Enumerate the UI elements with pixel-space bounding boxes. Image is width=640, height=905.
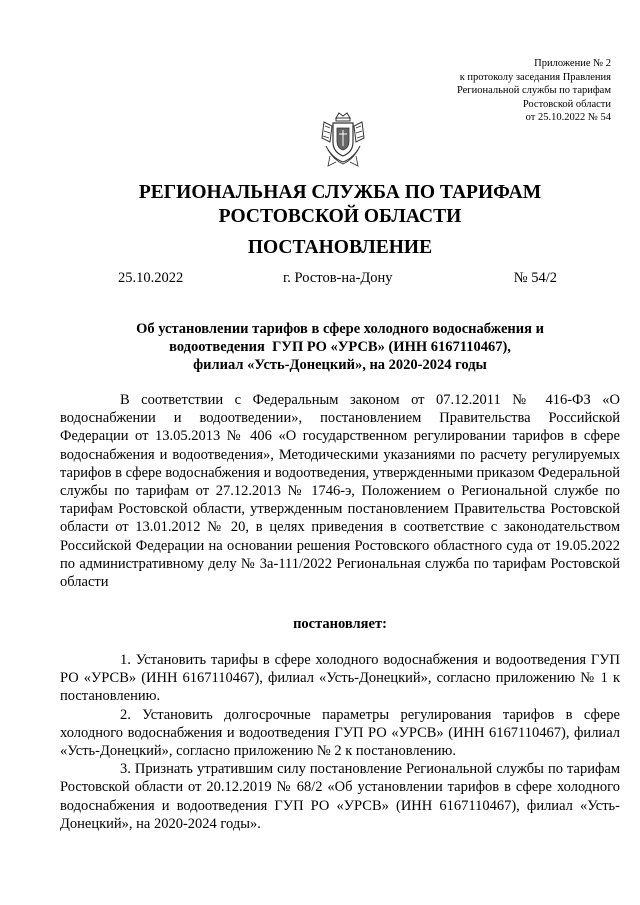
- subject-line: филиал «Усть-Донецкий», на 2020-2024 годы: [193, 357, 487, 373]
- subject-line: водоотведения ГУП РО «УРСВ» (ИНН 6167110467),: [169, 339, 511, 355]
- document-subject: [80, 320, 600, 374]
- subject-line: Об установлении тарифов в сфере холодного водоснабжения и: [136, 321, 544, 337]
- document-number: № 54/2: [513, 270, 557, 286]
- organization-name-line: РЕГИОНАЛЬНАЯ СЛУЖБА ПО ТАРИФАМ: [138, 182, 542, 203]
- organization-name-line: РОСТОВСКОЙ ОБЛАСТИ: [218, 206, 462, 227]
- appendix-line: Региональной службы по тарифам: [456, 85, 611, 97]
- appendix-line: Приложение № 2: [534, 58, 611, 69]
- document-type: ПОСТАНОВЛЕНИЕ: [247, 237, 433, 258]
- resolution-item: 2. Установить долгосрочные параметры регулирования тарифов в сфере холодного водоснабжения и водоотведения ГУП РО «УРСВ» (ИНН 6167110467), филиал «Усть-Донецкий», согласно приложению № 2 к постановлению.: [60, 706, 620, 760]
- appendix-note: [351, 57, 611, 125]
- document-city: г. Ростов-на-Дону: [283, 270, 393, 286]
- resolution-items: [60, 651, 620, 833]
- appendix-line: Ростовской области: [522, 98, 611, 110]
- appendix-line: от 25.10.2022 № 54: [525, 112, 611, 124]
- coat-of-arms-icon: [318, 112, 368, 168]
- resolution-item: 3. Признать утратившим силу постановление Региональной службы по тарифам Ростовской области от 20.12.2019 № 68/2 «Об установлении тарифов в сфере холодного водоснабжения и водоотведения ГУП РО «УРСВ» (ИНН 6167110467), филиал «Усть-Донецкий», на 2020-2024 годы».: [60, 761, 620, 832]
- preamble-paragraph: В соответствии с Федеральным законом от 07.12.2011 № 416-ФЗ «О водоснабжении и водоотведении», постановлением Правительства Российской Федерации от 13.05.2013 № 406 «О государственном регулировании тарифов в сфере водоснабжения и водоотведения», Методическими указаниями по расчету регулируемых тарифов в сфере водоснабжения и водоотведения, утвержденными приказом Федеральной службы по тарифам от 27.12.2013 № 1746-э, Положением о Региональной службе по тарифам Ростовской области, утвержденным постановлением Правительства Ростовской области от 13.01.2012 № 20, в целях приведения в соответствие с законодательством Российской Федерации на основании решения Ростовского областного суда от 19.05.2022 по административному делу № 3а-111/2022 Региональная служба по тарифам Ростовской области: [60, 392, 620, 591]
- resolution-item: 1. Установить тарифы в сфере холодного водоснабжения и водоотведения ГУП РО «УРСВ» (ИНН 6167110467), филиал «Усть-Донецкий», согласно приложению № 1 к постановлению.: [60, 652, 620, 705]
- appendix-line: к протоколу заседания Правления: [459, 71, 611, 83]
- document-date: 25.10.2022: [118, 270, 184, 286]
- resolves-heading: постановляет:: [293, 616, 387, 632]
- organization-name: [60, 181, 620, 229]
